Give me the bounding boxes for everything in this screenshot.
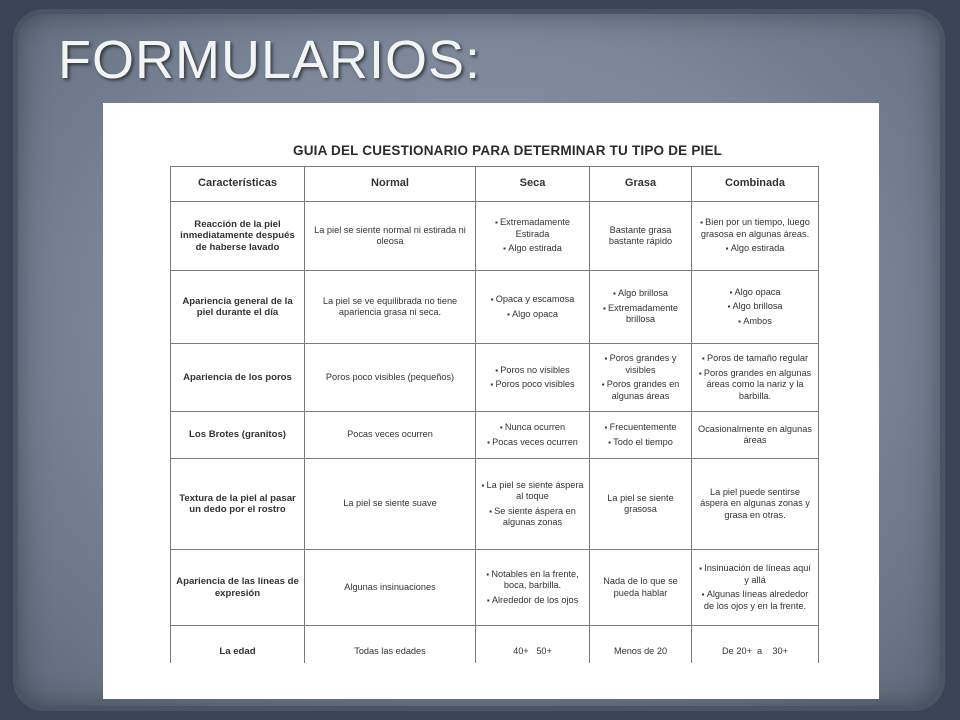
column-header: Grasa (590, 167, 692, 202)
cell-grasa: Bastante grasa bastante rápido (590, 202, 692, 271)
cell-item: ▪ Todo el tiempo (594, 437, 687, 449)
cell-item: ▪ Algo estirada (480, 243, 585, 255)
cell-item: ▪ Algo opaca (696, 287, 814, 299)
document-clip (103, 103, 879, 663)
cell-item: ▪ La piel se siente áspera al toque (480, 480, 585, 503)
cell-item: ▪ Nunca ocurren (480, 422, 585, 434)
table-row (171, 459, 819, 550)
cell-normal: Poros poco visibles (pequeños) (305, 344, 476, 412)
cell-item: ▪ Frecuentemente (594, 422, 687, 434)
cell-seca: 40+ 50+ (476, 626, 590, 664)
cell-item: ▪ Algunas líneas alrededor de los ojos y en la frente. (696, 589, 814, 612)
cell-item: ▪ Opaca y escamosa (480, 294, 585, 306)
column-header: Combinada (692, 167, 819, 202)
cell-item: ▪ Se siente áspera en algunas zonas (480, 506, 585, 529)
cell-item: ▪ Algo brillosa (594, 288, 687, 300)
document-heading: GUIA DEL CUESTIONARIO PARA DETERMINAR TU TIPO DE PIEL (293, 143, 723, 158)
cell-item: ▪ Algo brillosa (696, 301, 814, 313)
table-row (171, 271, 819, 344)
row-label: La edad (171, 626, 305, 664)
cell-combinada: Ocasionalmente en algunas áreas (692, 412, 819, 459)
cell-normal: La piel se siente suave (305, 459, 476, 550)
cell-item: ▪ Ambos (696, 316, 814, 328)
cell-item: ▪ Poros grandes y visibles (594, 353, 687, 376)
cell-item: ▪ Extremadamente Estirada (480, 217, 585, 240)
cell-item: ▪ Poros no visibles (480, 365, 585, 377)
cell-item: ▪ Extremadamente brillosa (594, 303, 687, 326)
cell-item: ▪ Pocas veces ocurren (480, 437, 585, 449)
row-label: Los Brotes (granitos) (171, 412, 305, 459)
table-header-row (171, 167, 819, 202)
table-row (171, 412, 819, 459)
cell-normal: Algunas insinuaciones (305, 550, 476, 626)
cell-item: ▪ Poros poco visibles (480, 379, 585, 391)
column-header: Normal (305, 167, 476, 202)
cell-normal: Pocas veces ocurren (305, 412, 476, 459)
table-row (171, 344, 819, 412)
cell-combinada (692, 271, 819, 344)
cell-grasa (590, 412, 692, 459)
table-row (171, 626, 819, 664)
cell-combinada: De 20+ a 30+ (692, 626, 819, 664)
row-label: Textura de la piel al pasar un dedo por el rostro (171, 459, 305, 550)
row-label: Apariencia general de la piel durante el día (171, 271, 305, 344)
cell-item: ▪ Alrededor de los ojos (480, 595, 585, 607)
row-label: Reacción de la piel inmediatamente después de haberse lavado (171, 202, 305, 271)
cell-item: ▪ Bien por un tiempo, luego grasosa en algunas áreas. (696, 217, 814, 240)
cell-grasa (590, 344, 692, 412)
row-label: Apariencia de los poros (171, 344, 305, 412)
cell-combinada: La piel puede sentirse áspera en algunas zonas y grasa en otras. (692, 459, 819, 550)
cell-seca (476, 271, 590, 344)
table-row (171, 550, 819, 626)
cell-item: ▪ Notables en la frente, boca, barbilla. (480, 569, 585, 592)
cell-item: ▪ Algo opaca (480, 309, 585, 321)
cell-normal: Todas las edades (305, 626, 476, 664)
skin-type-table (170, 166, 819, 663)
column-header: Seca (476, 167, 590, 202)
cell-combinada (692, 550, 819, 626)
cell-grasa: La piel se siente grasosa (590, 459, 692, 550)
scanned-document (103, 103, 879, 699)
cell-item: ▪ Poros grandes en algunas áreas como la nariz y la barbilla. (696, 368, 814, 403)
cell-seca (476, 550, 590, 626)
column-header: Características (171, 167, 305, 202)
row-label: Apariencia de las líneas de expresión (171, 550, 305, 626)
cell-item: ▪ Insinuación de líneas aquí y allá (696, 563, 814, 586)
slide-title: FORMULARIOS: (58, 30, 482, 90)
cell-item: ▪ Poros grandes en algunas áreas (594, 379, 687, 402)
cell-normal: La piel se siente normal ni estirada ni oleosa (305, 202, 476, 271)
cell-item: ▪ Algo estirada (696, 243, 814, 255)
cell-seca (476, 459, 590, 550)
cell-combinada (692, 344, 819, 412)
cell-seca (476, 202, 590, 271)
cell-grasa (590, 271, 692, 344)
cell-grasa: Menos de 20 (590, 626, 692, 664)
cell-normal: La piel se ve equilibrada no tiene apariencia grasa ni seca. (305, 271, 476, 344)
cell-grasa: Nada de lo que se pueda hablar (590, 550, 692, 626)
cell-combinada (692, 202, 819, 271)
table-row (171, 202, 819, 271)
cell-seca (476, 412, 590, 459)
cell-seca (476, 344, 590, 412)
cell-item: ▪ Poros de tamaño regular (696, 353, 814, 365)
